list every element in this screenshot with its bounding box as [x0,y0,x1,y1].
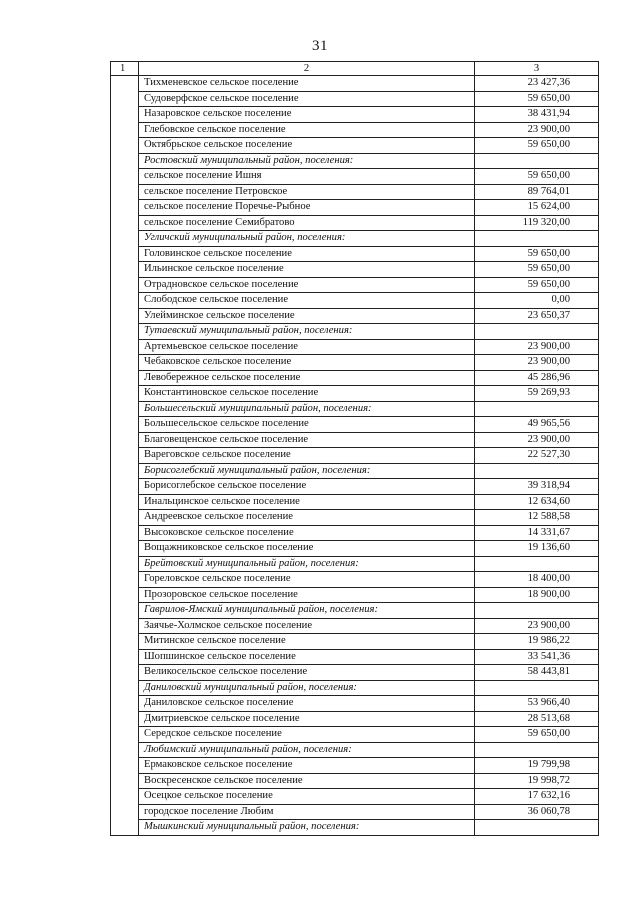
table-row [111,308,599,324]
table-row [111,448,599,464]
row-number-cell [111,696,139,712]
table-row [111,432,599,448]
amount-cell: 59 650,00 [475,246,599,262]
table-row [111,479,599,495]
amount-cell: 28 513,68 [475,711,599,727]
amount-cell: 59 650,00 [475,91,599,107]
district-name-cell: Гаврилов-Ямский муниципальный район, поселения: [139,603,475,619]
amount-cell: 23 900,00 [475,355,599,371]
table-row [111,339,599,355]
table-row [111,494,599,510]
settlement-name-cell: Шопшинское сельское поселение [139,649,475,665]
table-row [111,293,599,309]
amount-cell: 19 986,22 [475,634,599,650]
group-header-row [111,820,599,836]
row-number-cell [111,122,139,138]
group-header-row [111,680,599,696]
district-name-cell: Даниловский муниципальный район, поселения: [139,680,475,696]
settlement-name-cell: Большесельское сельское поселение [139,417,475,433]
amount-cell: 23 650,37 [475,308,599,324]
settlement-name-cell: Тихменевское сельское поселение [139,76,475,92]
settlement-name-cell: Гореловское сельское поселение [139,572,475,588]
settlement-name-cell: Артемьевское сельское поселение [139,339,475,355]
row-number-cell [111,742,139,758]
settlement-name-cell: Левобережное сельское поселение [139,370,475,386]
table-row [111,169,599,185]
amount-cell: 19 998,72 [475,773,599,789]
row-number-cell [111,169,139,185]
group-header-row [111,324,599,340]
amount-cell: 22 527,30 [475,448,599,464]
row-number-cell [111,758,139,774]
amount-cell [475,401,599,417]
settlement-name-cell: Вареговское сельское поселение [139,448,475,464]
page-number: 31 [312,38,328,54]
table-row [111,76,599,92]
row-number-cell [111,494,139,510]
amount-cell: 33 541,36 [475,649,599,665]
row-number-cell [111,541,139,557]
table-row [111,804,599,820]
row-number-cell [111,572,139,588]
row-number-cell [111,634,139,650]
table-row [111,618,599,634]
column-header-2: 2 [139,62,475,76]
row-number-cell [111,386,139,402]
settlement-name-cell: Назаровское сельское поселение [139,107,475,123]
row-number-cell [111,665,139,681]
settlement-name-cell: Головинское сельское поселение [139,246,475,262]
settlement-name-cell: Благовещенское сельское поселение [139,432,475,448]
row-number-cell [111,417,139,433]
table-row [111,215,599,231]
table-row [111,696,599,712]
group-header-row [111,556,599,572]
settlement-name-cell: Инальцинское сельское поселение [139,494,475,510]
amount-cell: 12 588,58 [475,510,599,526]
settlement-name-cell: сельское поселение Петровское [139,184,475,200]
row-number-cell [111,479,139,495]
district-name-cell: Борисоглебский муниципальный район, поселения: [139,463,475,479]
amount-cell: 23 900,00 [475,339,599,355]
row-number-cell [111,231,139,247]
amount-cell [475,820,599,836]
table-row [111,525,599,541]
table-row [111,665,599,681]
amount-cell: 0,00 [475,293,599,309]
amount-cell [475,680,599,696]
amount-cell: 119 320,00 [475,215,599,231]
row-number-cell [111,76,139,92]
row-number-cell [111,727,139,743]
settlement-name-cell: Борисоглебское сельское поселение [139,479,475,495]
row-number-cell [111,262,139,278]
table-row [111,634,599,650]
row-number-cell [111,820,139,836]
settlement-name-cell: Слободское сельское поселение [139,293,475,309]
amount-cell: 18 400,00 [475,572,599,588]
amount-cell [475,324,599,340]
district-name-cell: Любимский муниципальный район, поселения: [139,742,475,758]
table-row [111,370,599,386]
table-row [111,246,599,262]
row-number-cell [111,324,139,340]
row-number-cell [111,308,139,324]
settlements-table [110,61,599,836]
amount-cell [475,556,599,572]
amount-cell: 23 427,36 [475,76,599,92]
settlement-name-cell: Митинское сельское поселение [139,634,475,650]
amount-cell: 58 443,81 [475,665,599,681]
row-number-cell [111,293,139,309]
table-row [111,262,599,278]
group-header-row [111,401,599,417]
amount-cell: 49 965,56 [475,417,599,433]
settlement-name-cell: Ильинское сельское поселение [139,262,475,278]
amount-cell: 59 650,00 [475,727,599,743]
table-row [111,572,599,588]
amount-cell: 53 966,40 [475,696,599,712]
amount-cell: 89 764,01 [475,184,599,200]
table-row [111,711,599,727]
table-header-row [111,62,599,76]
row-number-cell [111,370,139,386]
district-name-cell: Большесельский муниципальный район, поселения: [139,401,475,417]
amount-cell: 59 650,00 [475,169,599,185]
group-header-row [111,742,599,758]
row-number-cell [111,277,139,293]
amount-cell: 12 634,60 [475,494,599,510]
amount-cell: 39 318,94 [475,479,599,495]
amount-cell: 45 286,96 [475,370,599,386]
amount-cell [475,742,599,758]
table-row [111,649,599,665]
row-number-cell [111,200,139,216]
district-name-cell: Брейтовский муниципальный район, поселения: [139,556,475,572]
amount-cell: 59 269,93 [475,386,599,402]
table-row [111,386,599,402]
row-number-cell [111,153,139,169]
row-number-cell [111,246,139,262]
row-number-cell [111,525,139,541]
amount-cell: 59 650,00 [475,277,599,293]
settlement-name-cell: сельское поселение Ишня [139,169,475,185]
amount-cell: 38 431,94 [475,107,599,123]
settlement-name-cell: Ермаковское сельское поселение [139,758,475,774]
settlement-name-cell: Улейминское сельское поселение [139,308,475,324]
settlement-name-cell: Константиновское сельское поселение [139,386,475,402]
table-row [111,138,599,154]
settlement-name-cell: Середское сельское поселение [139,727,475,743]
row-number-cell [111,789,139,805]
row-number-cell [111,773,139,789]
table-row [111,200,599,216]
settlement-name-cell: Прозоровское сельское поселение [139,587,475,603]
settlement-name-cell: Глебовское сельское поселение [139,122,475,138]
column-header-1: 1 [111,62,139,76]
table-row [111,122,599,138]
district-name-cell: Угличский муниципальный район, поселения: [139,231,475,247]
table-row [111,541,599,557]
settlement-name-cell: Заячье-Холмское сельское поселение [139,618,475,634]
group-header-row [111,463,599,479]
district-name-cell: Мышкинский муниципальный район, поселения: [139,820,475,836]
row-number-cell [111,107,139,123]
amount-cell [475,153,599,169]
row-number-cell [111,184,139,200]
table-row [111,789,599,805]
amount-cell: 19 799,98 [475,758,599,774]
settlement-name-cell: сельское поселение Семибратово [139,215,475,231]
settlement-name-cell: Вощажниковское сельское поселение [139,541,475,557]
row-number-cell [111,618,139,634]
amount-cell [475,603,599,619]
row-number-cell [111,711,139,727]
table-row [111,773,599,789]
amount-cell: 18 900,00 [475,587,599,603]
amount-cell: 15 624,00 [475,200,599,216]
group-header-row [111,153,599,169]
table-row [111,587,599,603]
row-number-cell [111,448,139,464]
table-row [111,727,599,743]
amount-cell [475,231,599,247]
table-row [111,184,599,200]
amount-cell: 19 136,60 [475,541,599,557]
row-number-cell [111,91,139,107]
row-number-cell [111,355,139,371]
table-row [111,277,599,293]
row-number-cell [111,432,139,448]
settlement-name-cell: Высоковское сельское поселение [139,525,475,541]
settlement-name-cell: Судоверфское сельское поселение [139,91,475,107]
settlement-name-cell: Октябрьское сельское поселение [139,138,475,154]
settlement-name-cell: Осецкое сельское поселение [139,789,475,805]
amount-cell: 59 650,00 [475,138,599,154]
table-row [111,107,599,123]
row-number-cell [111,603,139,619]
district-name-cell: Ростовский муниципальный район, поселения: [139,153,475,169]
row-number-cell [111,215,139,231]
amount-cell: 14 331,67 [475,525,599,541]
amount-cell: 23 900,00 [475,122,599,138]
amount-cell: 23 900,00 [475,432,599,448]
settlement-name-cell: городское поселение Любим [139,804,475,820]
amount-cell: 59 650,00 [475,262,599,278]
row-number-cell [111,556,139,572]
row-number-cell [111,587,139,603]
group-header-row [111,231,599,247]
group-header-row [111,603,599,619]
row-number-cell [111,138,139,154]
row-number-cell [111,339,139,355]
settlement-name-cell: Великосельское сельское поселение [139,665,475,681]
amount-cell: 36 060,78 [475,804,599,820]
row-number-cell [111,680,139,696]
settlement-name-cell: Андреевское сельское поселение [139,510,475,526]
row-number-cell [111,463,139,479]
table-row [111,417,599,433]
amount-cell: 17 632,16 [475,789,599,805]
table-row [111,355,599,371]
settlement-name-cell: Чебаковское сельское поселение [139,355,475,371]
row-number-cell [111,401,139,417]
settlement-name-cell: сельское поселение Поречье-Рыбное [139,200,475,216]
amount-cell [475,463,599,479]
settlement-name-cell: Даниловское сельское поселение [139,696,475,712]
row-number-cell [111,804,139,820]
district-name-cell: Тутаевский муниципальный район, поселения: [139,324,475,340]
row-number-cell [111,510,139,526]
amount-cell: 23 900,00 [475,618,599,634]
column-header-3: 3 [475,62,599,76]
row-number-cell [111,649,139,665]
table-row [111,758,599,774]
table-row [111,510,599,526]
settlement-name-cell: Воскресенское сельское поселение [139,773,475,789]
table-row [111,91,599,107]
settlement-name-cell: Дмитриевское сельское поселение [139,711,475,727]
settlement-name-cell: Отрадновское сельское поселение [139,277,475,293]
